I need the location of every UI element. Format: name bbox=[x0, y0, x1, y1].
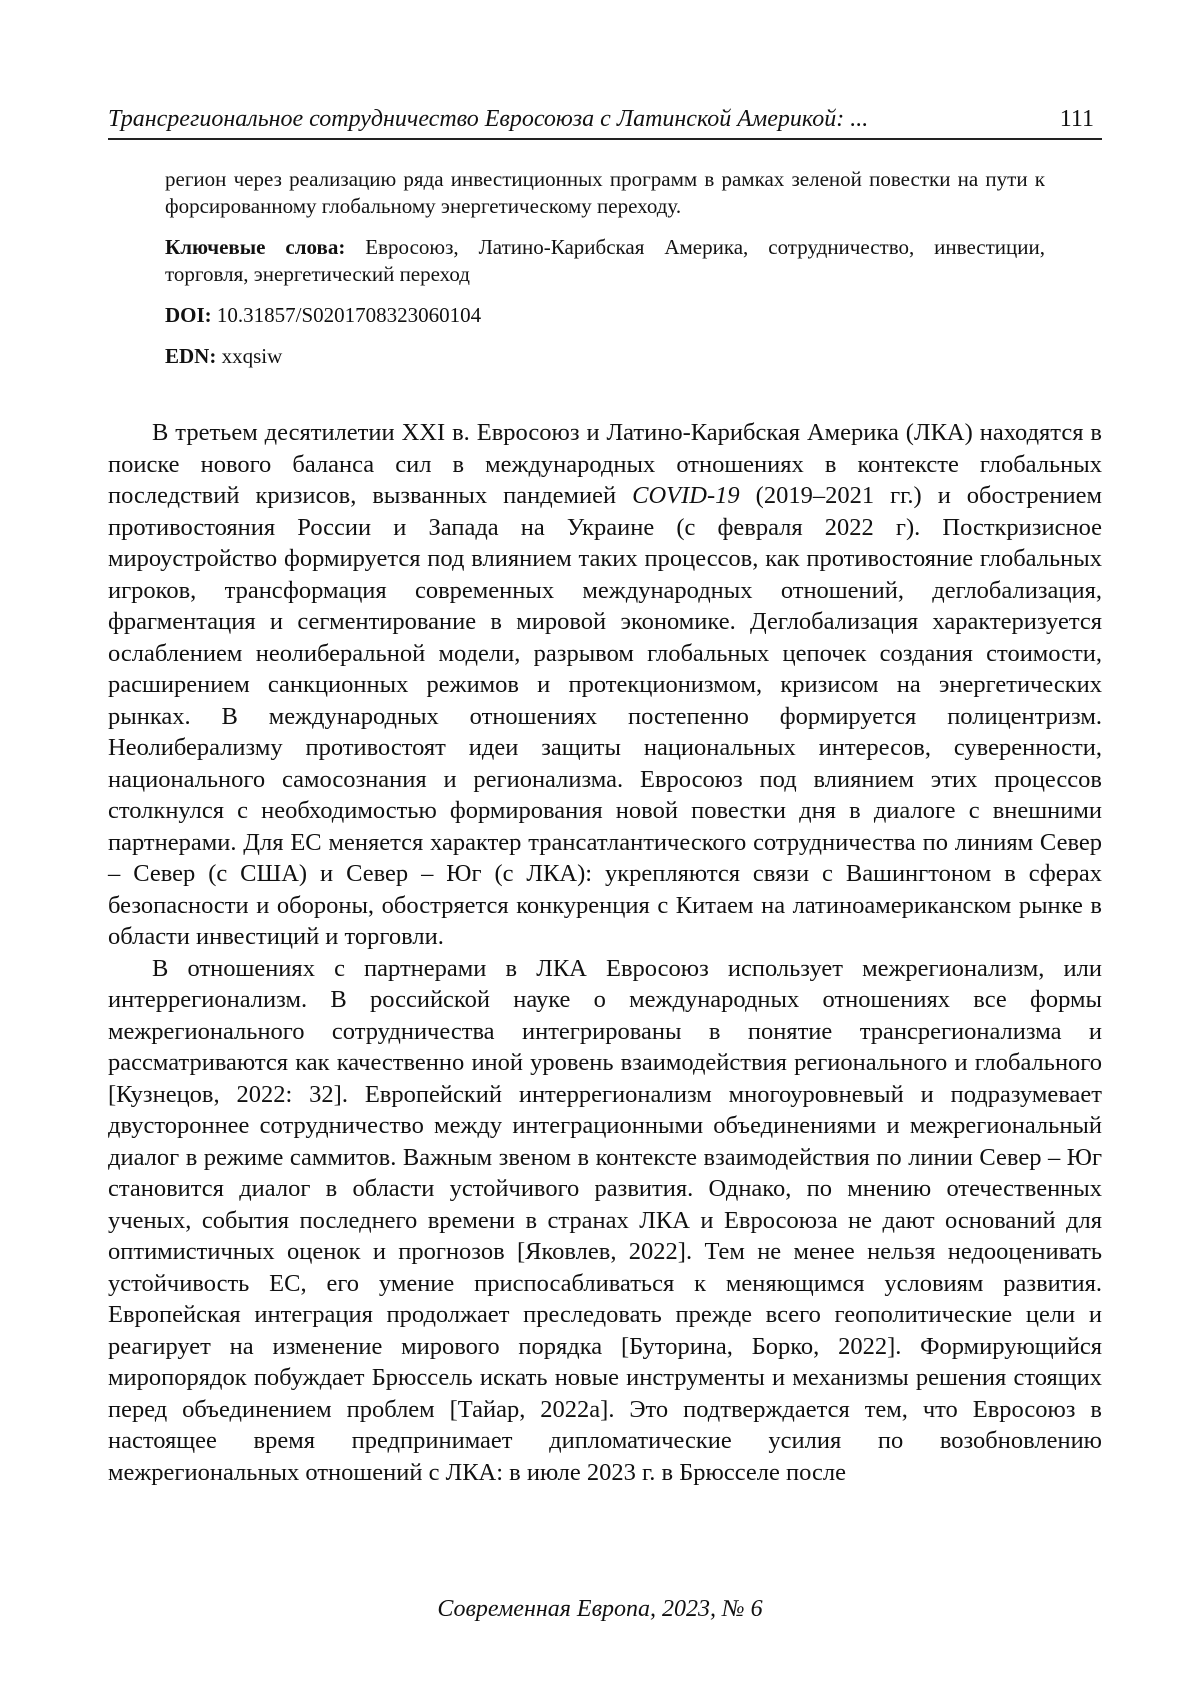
paragraph-1 bbox=[108, 417, 1102, 953]
running-header bbox=[108, 104, 1102, 140]
paragraph-1-rest: (2019–2021 гг.) и обострением противостояния России и Запада на Украине (с февраля 2022 г). Посткризисное мироустройство формируется под влиянием таких процессов, как противостояние глобальных игроков, трансформация современных международных отношений, деглобализация, фрагментация и сегментирование в мировой экономике. Деглобализация характеризуется ослаблением неолиберальной модели, разрывом глобальных цепочек создания стоимости, расширением санкционных режимов и протекционизмом, кризисом на энергетических рынках. В международных отношениях постепенно формируется полицентризм. Неолиберализму противостоят идеи защиты национальных интересов, суверенности, национального самосознания и регионализма. Евросоюз под влиянием этих процессов столкнулся с необходимостью формирования новой повестки дня в диалоге с внешними партнерами. Для ЕС меняется характер трансатлантического сотрудничества по линиям Север – Север (с США) и Север – Юг (с ЛКА): укрепляются связи с Вашингтоном в сферах безопасности и обороны, обостряется конкуренция с Китаем на латиноамериканском рынке в области инвестиций и торговли. bbox=[108, 482, 1102, 950]
running-title: Трансрегиональное сотрудничество Евросоюза с Латинской Америкой: ... bbox=[108, 106, 869, 132]
page-number: 111 bbox=[1059, 106, 1094, 132]
edn-value: xxqsiw bbox=[221, 344, 283, 368]
abstract-tail: регион через реализацию ряда инвестиционных программ в рамках зеленой повестки на пути к форсированному глобальному энергетическому переходу. bbox=[165, 167, 1045, 218]
covid-term: COVID-19 bbox=[632, 482, 740, 509]
keywords bbox=[165, 234, 1045, 288]
edn-line bbox=[165, 343, 1045, 370]
journal-footer: Современная Европа, 2023, № 6 bbox=[437, 1596, 763, 1622]
paragraph-1-start: В третьем десятилетии XXI в. Евросоюз и Латино-Карибская Америка (ЛКА) находятся в поиске нового баланса сил в международных отношениях в контексте глобальных последствий кризисов, вызванных пандемией bbox=[108, 419, 1102, 509]
doi-value[interactable]: 10.31857/S0201708323060104 bbox=[216, 303, 482, 327]
edn-label: EDN: bbox=[165, 344, 217, 368]
doi-label: DOI: bbox=[165, 303, 212, 327]
paragraph-2: В отношениях с партнерами в ЛКА Евросоюз использует межрегионализм, или интеррегионализм. В российской науке о международных отношениях все формы межрегионального сотрудничества интегрированы в понятие трансрегионализма и рассматриваются как качественно иной уровень взаимодействия регионального и глобального [Кузнецов, 2022: 32]. Европейский интеррегионализм многоуровневый и подразумевает двустороннее сотрудничество между интеграционными объединениями и межрегиональный диалог в режиме саммитов. Важным звеном в контексте взаимодействия по линии Север – Юг становится диалог в области устойчивого развития. Однако, по мнению отечественных ученых, события последнего времени в странах ЛКА и Евросоюза не дают оснований для оптимистичных оценок и прогнозов [Яковлев, 2022]. Тем не менее нельзя недооценивать устойчивость ЕС, его умение приспосабливаться к меняющимся условиям развития. Европейская интеграция продолжает преследовать прежде всего геополитические цели и реагирует на изменение мирового порядка [Буторина, Борко, 2022]. Формирующийся миропорядок побуждает Брюссель искать новые инструменты и механизмы решения стоящих перед объединением проблем [Тайар, 2022а]. Это подтверждается тем, что Евросоюз в настоящее время предпринимает дипломатические усилия по возобновлению межрегиональных отношений с ЛКА: в июле 2023 г. в Брюсселе после bbox=[108, 954, 1102, 1486]
doi-line bbox=[165, 302, 1045, 329]
keywords-label: Ключевые слова: bbox=[165, 235, 346, 259]
abstract-block bbox=[165, 166, 1045, 370]
keywords-text: Евросоюз, Латино-Карибская Америка, сотрудничество, инвестиции, торговля, энергетический переход bbox=[165, 235, 1045, 286]
article-body bbox=[108, 417, 1102, 1488]
